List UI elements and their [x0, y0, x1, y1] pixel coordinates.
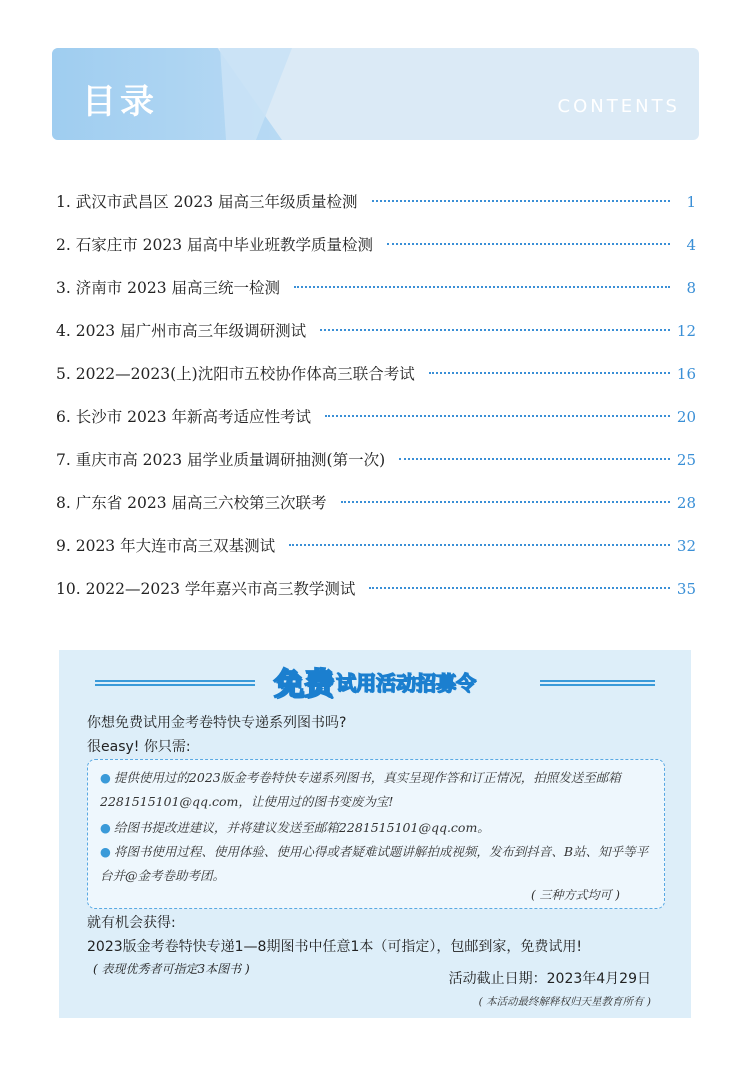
toc-entry[interactable] [56, 534, 696, 577]
table-of-contents [56, 190, 696, 620]
method-item [100, 816, 656, 840]
toc-entry-title: 2. 石家庄市 2023 届高中毕业班教学质量检测 [56, 236, 374, 254]
promo-question: 你想免费试用金考卷特快专递系列图书吗? [87, 715, 347, 731]
toc-entry[interactable] [56, 276, 696, 319]
toc-leader-dots [372, 200, 670, 202]
toc-entry-page: 28 [676, 494, 696, 512]
toc-entry[interactable] [56, 319, 696, 362]
toc-entry-page: 4 [686, 236, 696, 254]
bullet-icon: ● [100, 770, 111, 785]
toc-entry[interactable] [56, 190, 696, 233]
gain-text: 2023版金考卷特快专递1—8期图书中任意1本（可指定），包邮到家，免费试用! [87, 939, 582, 955]
contents-label: CONTENTS [557, 96, 680, 117]
toc-entry-page: 16 [676, 365, 696, 383]
toc-leader-dots [341, 501, 670, 503]
toc-entry-title: 6. 长沙市 2023 年新高考适应性考试 [56, 408, 312, 426]
toc-entry[interactable] [56, 362, 696, 405]
toc-entry-title: 8. 广东省 2023 届高三六校第三次联考 [56, 494, 327, 512]
toc-entry-page: 25 [676, 451, 696, 469]
gain-label: 就有机会获得: [87, 915, 176, 931]
toc-entry-title: 5. 2022—2023(上)沈阳市五校协作体高三联合考试 [56, 365, 415, 383]
toc-entry-page: 32 [676, 537, 696, 555]
method-text: 给图书提改进建议，并将建议发送至邮箱2281515101@qq.com。 [113, 820, 490, 835]
promo-easy: 很easy! 你只需: [87, 739, 191, 755]
toc-entry-page: 20 [676, 408, 696, 426]
toc-entry-title: 7. 重庆市高 2023 届学业质量调研抽测(第一次) [56, 451, 386, 469]
toc-entry-page: 1 [686, 193, 696, 211]
toc-leader-dots [429, 372, 670, 374]
toc-entry-page: 35 [676, 580, 696, 598]
method-text: 提供使用过的2023版金考卷特快专递系列图书，真实呈现作答和订正情况，拍照发送至邮箱2281515101@qq.com，让使用过的图书变废为宝! [100, 770, 621, 809]
bullet-icon: ● [100, 844, 111, 859]
promo-heading-big: 免费 [274, 667, 334, 702]
toc-leader-dots [399, 458, 670, 460]
toc-entry[interactable] [56, 405, 696, 448]
promo-heading-rest: 试用活动招募令 [336, 670, 476, 695]
toc-leader-dots [294, 286, 670, 288]
deadline: 活动截止日期：2023年4月29日 [448, 971, 651, 987]
promo-heading [59, 658, 691, 704]
method-text: 将图书使用过程、使用体验、使用心得或者疑难试题讲解拍成视频，发布到抖音、B站、知乎等平台并@金考卷助考团。 [100, 844, 649, 883]
toc-entry[interactable] [56, 448, 696, 491]
toc-entry-title: 9. 2023 年大连市高三双基测试 [56, 537, 276, 555]
toc-leader-dots [325, 415, 670, 417]
toc-entry[interactable] [56, 491, 696, 534]
toc-entry-title: 1. 武汉市武昌区 2023 届高三年级质量检测 [56, 193, 358, 211]
method-item [100, 766, 656, 814]
methods-note: ( 三种方式均可 ) [531, 888, 620, 902]
toc-entry-title: 10. 2022—2023 学年嘉兴市高三教学测试 [56, 580, 356, 598]
excellent-note: ( 表现优秀者可指定3本图书 ) [93, 962, 250, 976]
toc-entry[interactable] [56, 233, 696, 276]
toc-entry-page: 8 [686, 279, 696, 297]
toc-leader-dots [387, 243, 670, 245]
toc-leader-dots [369, 587, 670, 589]
toc-leader-dots [320, 329, 670, 331]
method-item [100, 840, 656, 888]
toc-leader-dots [289, 544, 670, 546]
bullet-icon: ● [100, 820, 111, 835]
toc-entry-page: 12 [676, 322, 696, 340]
rights-note: ( 本活动最终解释权归天星教育所有 ) [478, 996, 651, 1008]
toc-entry[interactable] [56, 577, 696, 620]
toc-entry-title: 4. 2023 届广州市高三年级调研测试 [56, 322, 307, 340]
methods-box [87, 759, 665, 909]
free-trial-panel [59, 650, 691, 1018]
page-title: 目录 [82, 82, 158, 122]
toc-entry-title: 3. 济南市 2023 届高三统一检测 [56, 279, 281, 297]
